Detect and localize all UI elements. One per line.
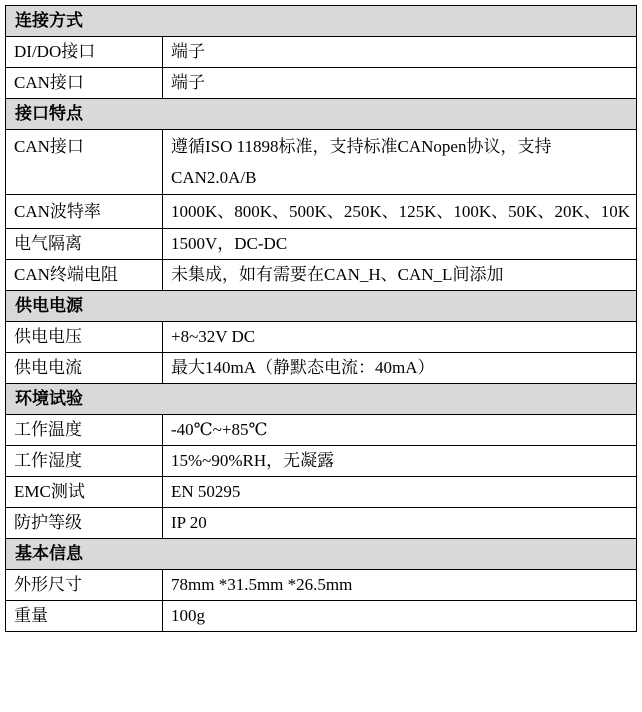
row-label: 防护等级 (6, 508, 163, 539)
section-header-connection (6, 6, 637, 37)
row-value: 100g (163, 601, 637, 632)
row-value: 端子 (163, 68, 637, 99)
table-row (6, 229, 637, 260)
table-row (6, 601, 637, 632)
row-value: 78mm *31.5mm *26.5mm (163, 570, 637, 601)
row-value: 未集成，如有需要在CAN_H、CAN_L间添加 (163, 260, 637, 291)
table-row (6, 37, 637, 68)
row-label: CAN波特率 (6, 195, 163, 229)
section-title: 基本信息 (6, 539, 637, 570)
spec-table (5, 5, 637, 632)
row-value: 15%~90%RH，无凝露 (163, 446, 637, 477)
table-row (6, 68, 637, 99)
section-title: 环境试验 (6, 384, 637, 415)
row-label: 供电电流 (6, 353, 163, 384)
row-value: 1500V，DC-DC (163, 229, 637, 260)
section-header-power (6, 291, 637, 322)
table-row (6, 353, 637, 384)
table-row (6, 415, 637, 446)
row-label: CAN接口 (6, 130, 163, 195)
table-row (6, 446, 637, 477)
section-header-environment (6, 384, 637, 415)
section-title: 连接方式 (6, 6, 637, 37)
row-value: 1000K、800K、500K、250K、125K、100K、50K、20K、10K (163, 195, 637, 229)
row-label: 供电电压 (6, 322, 163, 353)
row-value: EN 50295 (163, 477, 637, 508)
row-value: +8~32V DC (163, 322, 637, 353)
row-label: DI/DO接口 (6, 37, 163, 68)
row-value: 端子 (163, 37, 637, 68)
row-label: 工作温度 (6, 415, 163, 446)
row-label: 工作湿度 (6, 446, 163, 477)
section-header-basic-info (6, 539, 637, 570)
table-row (6, 195, 637, 229)
table-row (6, 260, 637, 291)
table-row (6, 570, 637, 601)
row-label: 重量 (6, 601, 163, 632)
row-value: IP 20 (163, 508, 637, 539)
row-label: 电气隔离 (6, 229, 163, 260)
table-row (6, 477, 637, 508)
table-row (6, 322, 637, 353)
row-label: EMC测试 (6, 477, 163, 508)
row-value: -40℃~+85℃ (163, 415, 637, 446)
table-row (6, 130, 637, 195)
section-header-interface (6, 99, 637, 130)
row-value: 最大140mA（静默态电流：40mA） (163, 353, 637, 384)
table-row (6, 508, 637, 539)
row-value: 遵循ISO 11898标准，支持标准CANopen协议，支持CAN2.0A/B (163, 130, 637, 195)
row-label: CAN终端电阻 (6, 260, 163, 291)
section-title: 接口特点 (6, 99, 637, 130)
row-label: 外形尺寸 (6, 570, 163, 601)
section-title: 供电电源 (6, 291, 637, 322)
row-label: CAN接口 (6, 68, 163, 99)
